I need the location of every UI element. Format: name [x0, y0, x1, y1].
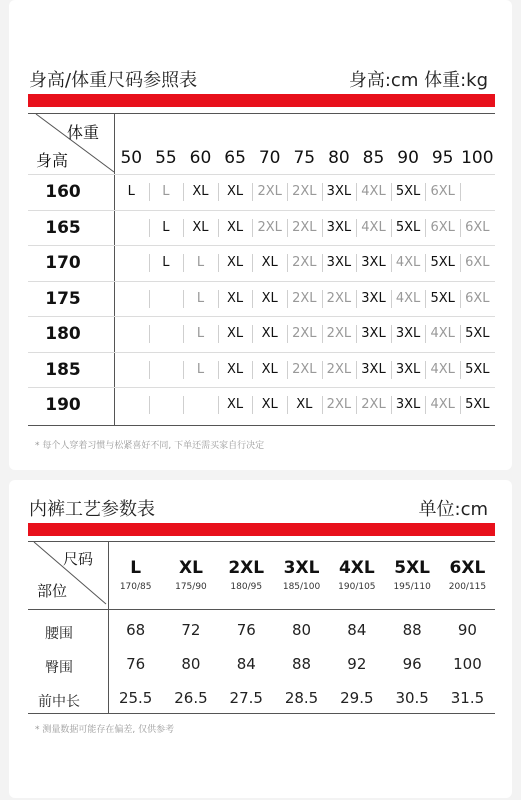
- size-header-label: 3XL: [283, 558, 320, 578]
- size-cell: 5XL: [430, 290, 455, 306]
- size-cell: 3XL: [395, 397, 421, 412]
- size-cell: 3XL: [361, 255, 386, 270]
- cell-divider: [425, 396, 426, 414]
- size-cell: 5XL: [465, 361, 490, 377]
- size-cell: 2XL: [257, 184, 282, 199]
- size-cell: 6XL: [430, 184, 455, 199]
- spec-chart-units: 单位:cm: [418, 499, 488, 520]
- size-header-label: 6XL: [449, 558, 486, 578]
- size-cell: 3XL: [326, 184, 352, 199]
- size-cell: 2XL: [292, 326, 317, 341]
- cell-divider: [287, 219, 288, 237]
- size-cell: L: [196, 255, 205, 270]
- size-cell: 2XL: [326, 326, 352, 341]
- size-cell: 4XL: [430, 361, 455, 377]
- measurement-cell: 90: [457, 621, 477, 639]
- cell-divider: [356, 254, 357, 272]
- cell-divider: [149, 219, 150, 237]
- row-separator: [28, 316, 495, 317]
- cell-divider: [460, 325, 461, 343]
- cell-divider: [218, 396, 219, 414]
- size-cell: L: [162, 255, 170, 270]
- cell-divider: [183, 396, 184, 414]
- cell-divider: [252, 361, 253, 379]
- height-label: 180: [45, 324, 81, 344]
- measurement-cell: 76: [236, 621, 256, 639]
- size-cell: 4XL: [430, 397, 455, 412]
- size-header-label: L: [130, 558, 142, 578]
- size-cell: 3XL: [395, 326, 421, 341]
- size-cell: 2XL: [361, 397, 386, 412]
- cell-divider: [252, 290, 253, 308]
- cell-divider: [252, 325, 253, 343]
- size-cell: 2XL: [326, 290, 352, 306]
- measurement-cell: 92: [347, 655, 367, 673]
- measurement-cell: 100: [453, 655, 482, 673]
- size-cell: XL: [261, 361, 278, 377]
- cell-divider: [252, 396, 253, 414]
- size-cell: XL: [227, 219, 244, 235]
- cell-divider: [183, 254, 184, 272]
- cell-divider: [218, 290, 219, 308]
- size-chart-title: 身高/体重尺码参照表: [29, 70, 198, 91]
- weight-header-cell: 50: [120, 148, 143, 168]
- measurement-cell: 76: [126, 655, 146, 673]
- size-cell: L: [196, 361, 205, 377]
- measurement-cell: 26.5: [174, 689, 208, 707]
- size-cell: XL: [261, 290, 278, 306]
- cell-divider: [356, 361, 357, 379]
- corner-part-label: 部位: [36, 582, 67, 600]
- size-cell: XL: [192, 219, 209, 235]
- cell-divider: [149, 325, 150, 343]
- measurement-cell: 30.5: [395, 689, 429, 707]
- cell-divider: [322, 290, 323, 308]
- measurement-cell: 88: [402, 621, 422, 639]
- spec-chart-card: [9, 480, 512, 798]
- size-cell: XL: [227, 184, 244, 199]
- cell-divider: [287, 290, 288, 308]
- size-cell: 3XL: [326, 255, 352, 270]
- spec-chart-title: 内裤工艺参数表: [29, 499, 155, 520]
- size-cell: 5XL: [395, 219, 421, 235]
- cell-divider: [391, 361, 392, 379]
- measurement-cell: 27.5: [229, 689, 263, 707]
- cell-divider: [322, 361, 323, 379]
- cell-divider: [356, 396, 357, 414]
- height-label: 160: [45, 182, 81, 202]
- cell-divider: [252, 183, 253, 201]
- row-separator: [28, 352, 495, 353]
- cell-divider: [149, 254, 150, 272]
- size-cell: XL: [261, 326, 278, 341]
- row-separator: [28, 174, 495, 175]
- part-label: 前中长: [38, 694, 80, 710]
- size-cell: 5XL: [465, 326, 490, 341]
- weight-header-cell: 85: [362, 148, 385, 168]
- size-header-label: XL: [178, 558, 203, 578]
- size-cell: XL: [227, 290, 244, 306]
- measurement-cell: 80: [181, 655, 201, 673]
- cell-divider: [183, 325, 184, 343]
- cell-divider: [425, 183, 426, 201]
- size-cell: XL: [261, 397, 278, 412]
- spec-header-separator: [28, 609, 495, 610]
- cell-divider: [218, 361, 219, 379]
- cell-divider: [218, 183, 219, 201]
- measurement-cell: 25.5: [118, 689, 153, 707]
- corner-height-label: 身高: [35, 151, 68, 170]
- cell-divider: [460, 183, 461, 201]
- weight-header-cell: 55: [155, 148, 177, 168]
- size-cell: 4XL: [430, 326, 455, 341]
- height-label: 165: [45, 217, 81, 238]
- part-label: 臀围: [45, 660, 73, 676]
- size-cell: 5XL: [465, 397, 490, 412]
- weight-header-cell: 80: [328, 148, 350, 168]
- cell-divider: [322, 254, 323, 272]
- size-cell: 2XL: [292, 290, 317, 306]
- size-header-sub: 170/85: [119, 582, 152, 592]
- cell-divider: [356, 325, 357, 343]
- cell-divider: [425, 219, 426, 237]
- height-label: 175: [45, 288, 81, 309]
- cell-divider: [391, 254, 392, 272]
- cell-divider: [149, 361, 150, 379]
- spec-chart-red-bar: [28, 523, 495, 536]
- size-header-sub: 180/95: [230, 582, 263, 592]
- size-cell: 6XL: [465, 290, 490, 306]
- size-cell: 2XL: [292, 184, 317, 199]
- size-cell: L: [196, 290, 205, 306]
- cell-divider: [183, 219, 184, 237]
- size-chart-red-bar: [28, 94, 495, 107]
- cell-divider: [322, 219, 323, 237]
- measurement-cell: 31.5: [450, 689, 485, 707]
- cell-divider: [460, 290, 461, 308]
- size-chart-card: [9, 0, 512, 470]
- cell-divider: [425, 361, 426, 379]
- row-separator: [28, 281, 495, 282]
- size-cell: 2XL: [257, 219, 282, 235]
- cell-divider: [218, 325, 219, 343]
- cell-divider: [287, 254, 288, 272]
- size-cell: XL: [261, 255, 278, 270]
- size-cell: 4XL: [361, 219, 386, 235]
- cell-divider: [460, 361, 461, 379]
- cell-divider: [460, 254, 461, 272]
- size-cell: 2XL: [326, 397, 352, 412]
- cell-divider: [391, 183, 392, 201]
- cell-divider: [287, 325, 288, 343]
- cell-divider: [149, 396, 150, 414]
- size-cell: XL: [227, 397, 244, 412]
- size-cell: 2XL: [292, 255, 317, 270]
- cell-divider: [183, 183, 184, 201]
- cell-divider: [425, 290, 426, 308]
- cell-divider: [252, 219, 253, 237]
- size-cell: L: [127, 184, 135, 199]
- weight-header-cell: 90: [397, 148, 419, 168]
- size-cell: 3XL: [361, 290, 386, 306]
- size-cell: 6XL: [465, 255, 490, 270]
- cell-divider: [287, 396, 288, 414]
- size-header-label: 4XL: [338, 558, 375, 578]
- weight-header-cell: 65: [224, 148, 246, 168]
- size-cell: 2XL: [292, 361, 317, 377]
- cell-divider: [425, 254, 426, 272]
- weight-header-cell: 95: [431, 148, 454, 168]
- size-cell: 4XL: [361, 184, 386, 199]
- measurement-cell: 28.5: [284, 689, 319, 707]
- size-cell: XL: [227, 361, 244, 377]
- size-cell: 3XL: [326, 219, 352, 235]
- cell-divider: [149, 183, 150, 201]
- height-label: 190: [45, 395, 81, 415]
- size-header-label: 5XL: [394, 558, 431, 578]
- weight-header-cell: 60: [189, 148, 212, 168]
- size-cell: 3XL: [361, 326, 386, 341]
- size-cell: L: [196, 326, 205, 341]
- row-separator: [28, 210, 495, 211]
- size-cell: 2XL: [292, 219, 317, 235]
- size-chart-units: 身高:cm 体重:kg: [348, 70, 488, 91]
- cell-divider: [287, 183, 288, 201]
- measurement-cell: 84: [236, 655, 256, 673]
- measurement-cell: 68: [126, 621, 146, 639]
- size-chart-note: * 每个人穿着习惯与松紧喜好不同, 下单还需买家自行决定: [35, 441, 265, 451]
- cell-divider: [356, 290, 357, 308]
- measurement-cell: 29.5: [340, 689, 374, 707]
- cell-divider: [391, 219, 392, 237]
- cell-divider: [356, 219, 357, 237]
- measurement-cell: 84: [347, 621, 367, 639]
- measurement-cell: 88: [291, 655, 312, 673]
- part-label: 腰围: [45, 626, 73, 642]
- cell-divider: [322, 396, 323, 414]
- cell-divider: [183, 361, 184, 379]
- spec-chart-note: * 测量数据可能存在偏差, 仅供参考: [35, 725, 175, 735]
- cell-divider: [322, 183, 323, 201]
- size-cell: XL: [227, 255, 244, 270]
- cell-divider: [460, 219, 461, 237]
- measurement-cell: 96: [402, 655, 422, 673]
- size-cell: 3XL: [361, 361, 386, 377]
- weight-header-cell: 70: [258, 148, 281, 168]
- cell-divider: [391, 396, 392, 414]
- size-cell: 3XL: [395, 361, 421, 377]
- size-cell: L: [162, 219, 170, 235]
- size-cell: 6XL: [465, 219, 490, 235]
- cell-divider: [252, 254, 253, 272]
- size-chart-table: [28, 113, 495, 426]
- size-cell: L: [162, 184, 170, 199]
- cell-divider: [218, 254, 219, 272]
- size-header-sub: 190/105: [338, 582, 376, 592]
- corner-weight-label: 体重: [66, 123, 99, 142]
- cell-divider: [391, 325, 392, 343]
- cell-divider: [391, 290, 392, 308]
- measurement-cell: 80: [291, 621, 312, 639]
- size-header-sub: 200/115: [448, 582, 487, 592]
- size-cell: XL: [296, 397, 313, 412]
- corner-size-label: 尺码: [62, 550, 93, 568]
- cell-divider: [218, 219, 219, 237]
- size-cell: 6XL: [430, 219, 455, 235]
- size-header-sub: 185/100: [282, 582, 321, 592]
- row-separator: [28, 387, 495, 388]
- weight-header-cell: 100: [461, 148, 494, 168]
- size-header-label: 2XL: [228, 558, 265, 578]
- size-cell: 5XL: [430, 255, 455, 270]
- cell-divider: [183, 290, 184, 308]
- cell-divider: [322, 325, 323, 343]
- cell-divider: [149, 290, 150, 308]
- size-cell: XL: [192, 184, 209, 199]
- weight-header-cell: 75: [293, 148, 316, 168]
- size-cell: 2XL: [326, 361, 352, 377]
- measurement-cell: 72: [181, 621, 201, 639]
- size-header-sub: 195/110: [393, 582, 431, 592]
- size-cell: 4XL: [395, 290, 421, 306]
- size-cell: 5XL: [395, 184, 421, 199]
- spec-chart-table: [28, 541, 495, 714]
- cell-divider: [287, 361, 288, 379]
- cell-divider: [425, 325, 426, 343]
- size-cell: 4XL: [395, 255, 421, 270]
- row-separator: [28, 245, 495, 246]
- cell-divider: [460, 396, 461, 414]
- size-cell: XL: [227, 326, 244, 341]
- cell-divider: [356, 183, 357, 201]
- height-label: 170: [45, 253, 81, 273]
- size-header-sub: 175/90: [175, 582, 207, 592]
- height-label: 185: [45, 359, 81, 380]
